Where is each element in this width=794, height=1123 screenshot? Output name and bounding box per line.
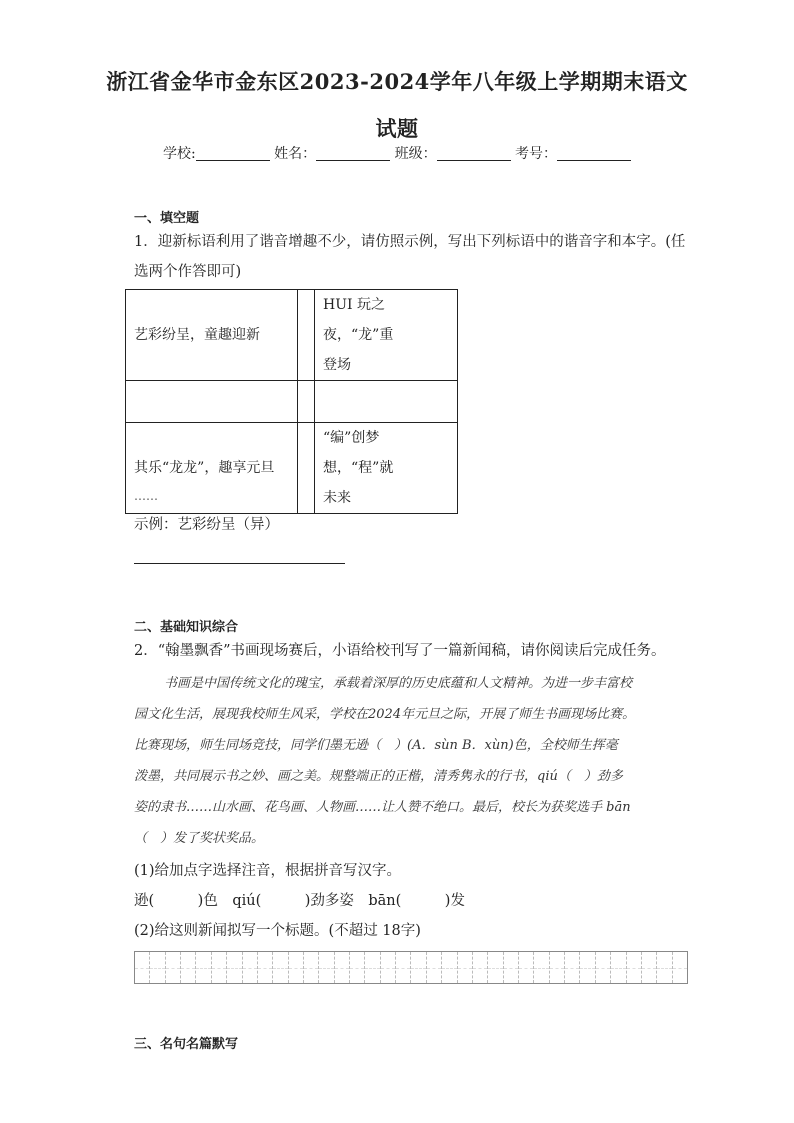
grid-cell[interactable]	[488, 952, 503, 983]
grid-cell[interactable]	[596, 952, 611, 983]
grid-cell[interactable]	[150, 952, 165, 983]
article-line: 泼墨，共同展示书之妙、画之美。规整端正的正楷，清秀隽永的行书，qiú（ ）劲多	[134, 769, 623, 784]
section1-heading: 一、填空题	[134, 211, 200, 226]
title-writing-grid[interactable]	[134, 951, 688, 984]
grid-cell[interactable]	[442, 952, 457, 983]
school-blank[interactable]	[196, 146, 270, 161]
article-line: 姿的隶书……山水画、花鸟画、人物画……让人赞不绝口。最后，校长为获奖选手 bān	[134, 800, 631, 815]
grid-cell[interactable]	[212, 952, 227, 983]
grid-cell[interactable]	[673, 952, 687, 983]
grid-cell[interactable]	[227, 952, 242, 983]
doc-title-line2: 试题	[375, 116, 419, 141]
article-line: 书画是中国传统文化的瑰宝，承载着深厚的历史底蕴和人文精神。为进一步丰富校	[164, 676, 633, 691]
grid-cell[interactable]	[580, 952, 595, 983]
grid-cell[interactable]	[335, 952, 350, 983]
class-label: 班级：	[394, 146, 437, 162]
sub-question-2: (2)给这则新闻拟写一个标题。(不超过 18字)	[134, 923, 421, 939]
example-text: 示例：艺彩纷呈（异）	[134, 517, 279, 533]
empty-cell[interactable]	[298, 381, 315, 423]
article-line: 比赛现场，师生同场竞技，同学们墨无逊（ ）(A．sùn B．xùn)色，全校师生挥毫	[134, 738, 618, 753]
table-ellipsis: ……	[134, 489, 158, 503]
section2-heading: 二、基础知识综合	[134, 620, 239, 635]
slogan-table	[125, 289, 458, 514]
name-blank[interactable]	[316, 146, 390, 161]
grid-cell[interactable]	[381, 952, 396, 983]
grid-cell[interactable]	[473, 952, 488, 983]
section3-heading: 三、名句名篇默写	[134, 1037, 239, 1052]
q1-line2: 选两个作答即可)	[134, 264, 242, 280]
slogan-text: 登场	[323, 357, 351, 373]
grid-cell[interactable]	[166, 952, 181, 983]
grid-cell[interactable]	[627, 952, 642, 983]
name-label: 姓名：	[274, 146, 317, 162]
empty-cell[interactable]	[315, 381, 458, 423]
slogan-text: “编”创梦想，“程”就	[323, 430, 394, 476]
student-info-row	[0, 143, 794, 163]
grid-cell[interactable]	[289, 952, 304, 983]
answer-cell[interactable]	[298, 290, 315, 381]
grid-cell[interactable]	[642, 952, 657, 983]
exam-no-blank[interactable]	[557, 146, 631, 161]
article-line: （ ）发了奖状奖品。	[134, 831, 265, 846]
grid-cell[interactable]	[273, 952, 288, 983]
school-label: 学校:	[162, 146, 196, 162]
grid-cell[interactable]	[550, 952, 565, 983]
grid-cell[interactable]	[534, 952, 549, 983]
doc-title-line1: 浙江省金华市金东区2023-2024学年八年级上学期期末语文	[106, 69, 688, 94]
grid-cell[interactable]	[365, 952, 380, 983]
answer-line[interactable]	[134, 563, 345, 564]
grid-cell[interactable]	[519, 952, 534, 983]
grid-cell[interactable]	[350, 952, 365, 983]
grid-cell[interactable]	[258, 952, 273, 983]
class-blank[interactable]	[437, 146, 511, 161]
sub-question-1: (1)给加点字选择注音，根据拼音写汉字。	[134, 863, 402, 879]
slogan-text: HUI 玩之夜，“龙”重	[323, 297, 394, 343]
grid-cell[interactable]	[657, 952, 672, 983]
q2-text: 2．“翰墨飘香”书画现场赛后，小语给校刊写了一篇新闻稿，请你阅读后完成任务。	[134, 643, 666, 659]
grid-cell[interactable]	[181, 952, 196, 983]
grid-cell[interactable]	[427, 952, 442, 983]
slogan-cell: 其乐“龙龙”，趣享元旦	[126, 423, 298, 514]
exam-no-label: 考号：	[515, 146, 558, 162]
grid-cell[interactable]	[396, 952, 411, 983]
grid-cell[interactable]	[411, 952, 426, 983]
grid-cell[interactable]	[504, 952, 519, 983]
slogan-cell: 艺彩纷呈，童趣迎新	[126, 290, 298, 381]
empty-cell[interactable]	[126, 381, 298, 423]
slogan-text: 未来	[323, 490, 351, 506]
article-line: 园文化生活，展现我校师生风采，学校在2024年元旦之际，开展了师生书画现场比赛。	[134, 707, 636, 722]
news-article	[134, 668, 687, 854]
grid-cell[interactable]	[565, 952, 580, 983]
grid-cell[interactable]	[458, 952, 473, 983]
grid-cell[interactable]	[304, 952, 319, 983]
grid-cell[interactable]	[319, 952, 334, 983]
slogan-cell	[315, 423, 458, 514]
grid-cell[interactable]	[611, 952, 626, 983]
sub-question-1-answer[interactable]: 逊( )色 qiú( )劲多姿 bān( )发	[134, 893, 465, 909]
q1-line1: 1．迎新标语利用了谐音增趣不少，请仿照示例，写出下列标语中的谐音字和本字。(任	[134, 234, 686, 250]
grid-cell[interactable]	[243, 952, 258, 983]
slogan-cell	[315, 290, 458, 381]
grid-cell[interactable]	[196, 952, 211, 983]
grid-cell[interactable]	[135, 952, 150, 983]
answer-cell[interactable]	[298, 423, 315, 514]
